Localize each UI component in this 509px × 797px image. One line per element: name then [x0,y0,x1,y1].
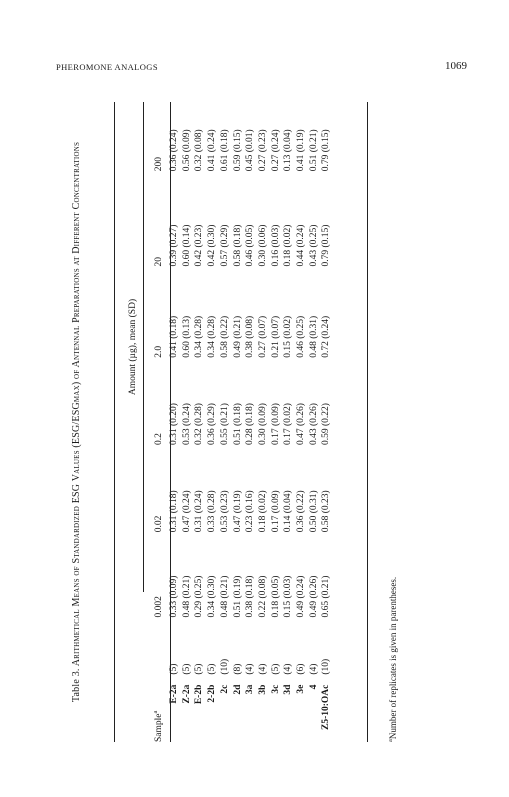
col-header-1: 0.02 [154,515,164,533]
replicate-cell: (5) [181,663,192,675]
value-cell: 0.34 (0.28) [194,315,205,358]
value-cell: 0.17 (0.09) [270,490,281,533]
value-cell: 0.42 (0.23) [194,224,205,267]
table-row [244,102,257,742]
replicate-cell: (8) [232,663,243,675]
page-number: 1069 [445,60,467,72]
table-caption [70,102,84,742]
value-cell: 0.47 (0.26) [296,403,307,446]
value-cell: 0.61 (0.18) [219,129,230,172]
value-cell: 0.43 (0.26) [308,403,319,446]
table-header-row [148,102,164,742]
value-cell: 0.23 (0.16) [245,490,256,533]
value-cell: 0.34 (0.30) [207,575,218,618]
value-cell: 0.34 (0.28) [207,315,218,358]
value-cell: 0.21 (0.07) [270,315,281,358]
running-head: PHEROMONE ANALOGS [56,62,158,72]
value-cell: 0.72 (0.24) [321,315,332,358]
sample-cell: E-2a [169,684,179,704]
value-cell: 0.58 (0.23) [321,490,332,533]
value-cell: 0.56 (0.09) [181,129,192,172]
replicate-cell: (5) [194,663,205,675]
value-cell: 0.18 (0.02) [283,224,294,267]
table-caption-label: Table 3. [71,668,82,703]
replicate-cell: (4) [257,663,268,675]
value-cell: 0.44 (0.24) [296,224,307,267]
value-cell: 0.15 (0.02) [283,315,294,358]
value-cell: 0.48 (0.21) [181,575,192,618]
replicate-cell: (4) [308,663,319,675]
table-row [257,102,270,742]
value-cell: 0.32 (0.28) [194,403,205,446]
replicate-cell: (10) [321,658,332,675]
rotated-table-block [70,102,405,742]
value-cell: 0.22 (0.08) [257,575,268,618]
value-cell: 0.59 (0.22) [321,403,332,446]
value-cell: 0.47 (0.19) [232,490,243,533]
value-cell: 0.60 (0.13) [181,315,192,358]
value-cell: 0.39 (0.27) [169,224,179,267]
value-cell: 0.32 (0.08) [194,129,205,172]
value-cell: 0.47 (0.24) [181,490,192,533]
col-header-3: 2.0 [154,345,164,358]
col-header-4: 20 [154,257,164,267]
value-cell: 0.18 (0.05) [270,575,281,618]
value-cell: 0.48 (0.21) [219,575,230,618]
value-cell: 0.17 (0.09) [270,403,281,446]
value-cell: 0.41 (0.18) [169,315,179,358]
value-cell: 0.36 (0.24) [169,129,179,172]
value-cell: 0.58 (0.18) [232,224,243,267]
table-row [181,102,194,742]
col-header-2: 0.2 [154,433,164,446]
sample-cell: 3b [257,684,268,695]
sample-cell: 2c [219,684,230,694]
value-cell: 0.60 (0.14) [181,224,192,267]
value-cell: 0.30 (0.06) [257,224,268,267]
value-cell: 0.27 (0.07) [257,315,268,358]
value-cell: 0.41 (0.24) [207,129,218,172]
value-cell: 0.17 (0.02) [283,403,294,446]
value-cell: 0.29 (0.25) [194,575,205,618]
replicate-cell: (4) [245,663,256,675]
sample-cell: 3d [283,684,294,695]
header-bottom-rule [170,102,171,742]
col-header-5: 200 [154,157,164,172]
table-row [320,102,333,742]
replicate-cell: (5) [207,663,218,675]
value-cell: 0.49 (0.21) [232,315,243,358]
value-cell: 0.79 (0.15) [321,224,332,267]
data-table [148,102,333,742]
table-row [219,102,232,742]
value-cell: 0.48 (0.31) [308,315,319,358]
table-footnote: $^a$Number of replicates is given in parentheses. [387,576,398,742]
value-cell: 0.15 (0.03) [283,575,294,618]
replicate-cell: (5) [169,663,179,675]
table-body [164,102,333,742]
value-cell: 0.42 (0.30) [207,224,218,267]
sample-cell: 2d [232,684,243,695]
value-cell: 0.18 (0.02) [257,490,268,533]
sample-header: Sample$^a$ [151,710,164,742]
sample-cell: Z5-10:OAc [321,684,332,731]
value-cell: 0.55 (0.21) [219,403,230,446]
value-cell: 0.31 (0.24) [194,490,205,533]
value-cell: 0.79 (0.15) [321,129,332,172]
amount-header-rule [143,102,144,592]
value-cell: 0.13 (0.04) [283,129,294,172]
value-cell: 0.27 (0.24) [270,129,281,172]
sample-cell: 4 [308,684,319,690]
sample-cell: E-2b [194,684,205,705]
value-cell: 0.57 (0.29) [219,224,230,267]
table-caption-text: Arithmetical Means of Standardized ESG Values (ESG/ESGmax) of Antennal Preparations at Different Concentrations [71,141,82,667]
table-bottom-rule [367,102,368,742]
value-cell: 0.30 (0.09) [257,403,268,446]
sample-cell: Z-2a [181,684,192,704]
value-cell: 0.51 (0.19) [232,575,243,618]
value-cell: 0.31 (0.18) [169,490,179,533]
value-cell: 0.49 (0.24) [296,575,307,618]
replicate-cell: (4) [283,663,294,675]
value-cell: 0.65 (0.21) [321,575,332,618]
table-row [270,102,283,742]
value-cell: 0.27 (0.23) [257,129,268,172]
value-cell: 0.51 (0.18) [232,403,243,446]
value-cell: 0.49 (0.26) [308,575,319,618]
table-row [164,102,181,742]
col-header-0: 0.002 [154,596,164,618]
table-top-rule [114,102,115,742]
value-cell: 0.38 (0.08) [245,315,256,358]
value-cell: 0.36 (0.29) [207,403,218,446]
value-cell: 0.46 (0.05) [245,224,256,267]
value-cell: 0.38 (0.18) [245,575,256,618]
sample-cell: 2-2b [207,684,218,703]
value-cell: 0.53 (0.24) [181,403,192,446]
value-cell: 0.33 (0.09) [169,575,179,618]
value-cell: 0.43 (0.25) [308,224,319,267]
sample-cell: 3c [270,684,281,694]
value-cell: 0.51 (0.21) [308,129,319,172]
value-cell: 0.14 (0.04) [283,490,294,533]
table-row [308,102,321,742]
value-cell: 0.33 (0.28) [207,490,218,533]
replicate-cell: (6) [296,663,307,675]
replicate-cell: (5) [270,663,281,675]
table-row [295,102,308,742]
sample-cell: 3a [245,684,256,695]
value-cell: 0.50 (0.31) [308,490,319,533]
table-row [282,102,295,742]
value-cell: 0.16 (0.03) [270,224,281,267]
table-row [206,102,219,742]
table-row [232,102,245,742]
value-cell: 0.53 (0.23) [219,490,230,533]
sample-cell: 3e [296,684,307,694]
value-cell: 0.36 (0.22) [296,490,307,533]
value-cell: 0.31 (0.20) [169,403,179,446]
value-cell: 0.28 (0.18) [245,403,256,446]
amount-header: Amount (µg), mean (SD) [128,298,138,396]
value-cell: 0.58 (0.22) [219,315,230,358]
value-cell: 0.45 (0.01) [245,129,256,172]
value-cell: 0.59 (0.15) [232,129,243,172]
table-row [193,102,206,742]
replicate-cell: (10) [219,658,230,675]
value-cell: 0.41 (0.19) [296,129,307,172]
value-cell: 0.46 (0.25) [296,315,307,358]
